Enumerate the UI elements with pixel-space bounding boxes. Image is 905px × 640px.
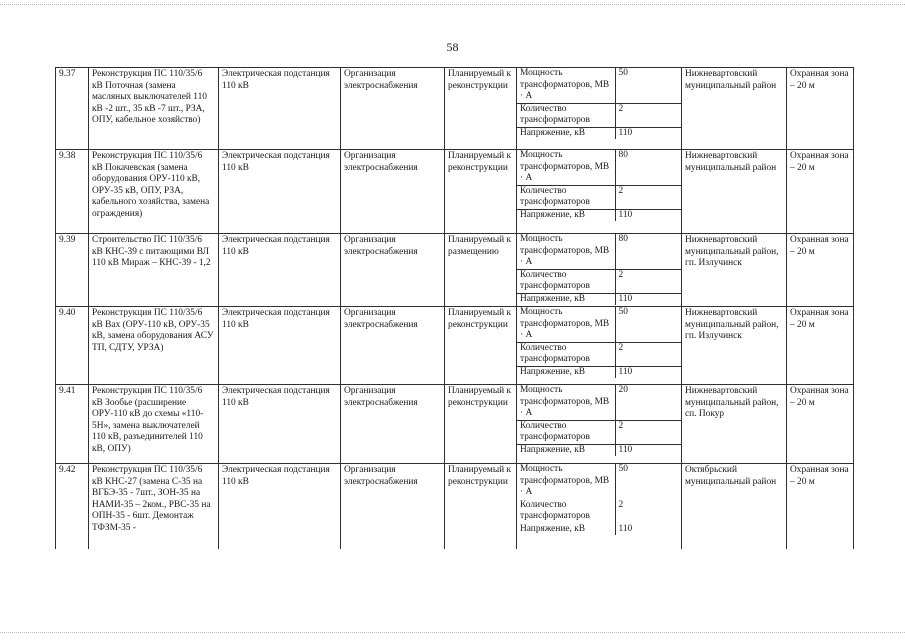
- object-zone: Охранная зона – 20 м: [787, 307, 854, 385]
- param-row: [517, 293, 682, 305]
- object-zone: Охранная зона – 20 м: [787, 464, 854, 549]
- object-location: Нижневартовский муниципальный район, гп. Излучинск: [682, 307, 787, 385]
- params-table: [517, 307, 682, 378]
- object-location: Октябрьский муниципальный район: [682, 464, 787, 549]
- table-row: [56, 68, 854, 150]
- object-status: Планируемый к размещению: [445, 234, 517, 307]
- param-row: [517, 385, 682, 420]
- param-value: 2: [615, 103, 682, 127]
- object-status: Планируемый к реконструкции: [445, 385, 517, 464]
- object-purpose: Организация электроснабжения: [341, 307, 445, 385]
- param-value: 80: [615, 234, 682, 269]
- param-value: 110: [615, 209, 682, 221]
- object-name: Строительство ПС 110/35/6 кВ КНС-39 с питающими ВЛ 110 кВ Мираж – КНС-39 - 1,2: [89, 234, 219, 307]
- param-label: Мощность трансформаторов, МВ · А: [517, 234, 615, 269]
- param-value: 80: [615, 150, 682, 185]
- page-number: 58: [446, 40, 459, 54]
- param-label: Напряжение, кВ: [517, 127, 615, 139]
- param-label: Количество трансформаторов: [517, 420, 615, 444]
- param-row: [517, 269, 682, 293]
- object-params: [517, 385, 682, 464]
- param-label: Напряжение, кВ: [517, 444, 615, 456]
- object-params: [517, 307, 682, 385]
- table-row: [56, 385, 854, 464]
- param-label: Количество трансформаторов: [517, 342, 615, 366]
- params-table: [517, 68, 682, 139]
- param-value: 50: [615, 68, 682, 103]
- param-label: Напряжение, кВ: [517, 209, 615, 221]
- object-status: Планируемый к реконструкции: [445, 307, 517, 385]
- param-value: 2: [615, 499, 682, 523]
- object-location: Нижневартовский муниципальный район, гп. Излучинск: [682, 234, 787, 307]
- params-table: [517, 464, 682, 535]
- object-purpose: Организация электроснабжения: [341, 150, 445, 234]
- object-status: Планируемый к реконструкции: [445, 68, 517, 150]
- object-status: Планируемый к реконструкции: [445, 150, 517, 234]
- param-row: [517, 185, 682, 209]
- object-type: Электрическая подстанция 110 кВ: [219, 234, 341, 307]
- object-type: Электрическая подстанция 110 кВ: [219, 464, 341, 549]
- object-zone: Охранная зона – 20 м: [787, 68, 854, 150]
- param-row: [517, 307, 682, 342]
- param-label: Мощность трансформаторов, МВ · А: [517, 307, 615, 342]
- param-row: [517, 444, 682, 456]
- object-status: Планируемый к реконструкции: [445, 464, 517, 549]
- object-purpose: Организация электроснабжения: [341, 68, 445, 150]
- object-purpose: Организация электроснабжения: [341, 385, 445, 464]
- object-zone: Охранная зона – 20 м: [787, 385, 854, 464]
- param-row: [517, 523, 682, 535]
- objects-table: [55, 67, 854, 549]
- param-label: Напряжение, кВ: [517, 523, 615, 535]
- param-value: 110: [615, 127, 682, 139]
- param-row: [517, 420, 682, 444]
- row-number: 9.42: [56, 464, 89, 549]
- object-name: Реконструкция ПС 110/35/6 кВ Вах (ОРУ-110 кВ, ОРУ-35 кВ, замена оборудования АСУ ТП, СДТУ, УРЗА): [89, 307, 219, 385]
- param-row: [517, 127, 682, 139]
- param-row: [517, 68, 682, 103]
- object-params: [517, 150, 682, 234]
- param-label: Мощность трансформаторов, МВ · А: [517, 150, 615, 185]
- object-name: Реконструкция ПС 110/35/6 кВ Зообье (расширение ОРУ-110 кВ до схемы «110-5Н», замена выключателей 110 кВ, разъединителей 110 кВ, ОПУ): [89, 385, 219, 464]
- param-label: Количество трансформаторов: [517, 103, 615, 127]
- table-row: [56, 150, 854, 234]
- param-value: 110: [615, 444, 682, 456]
- param-value: 2: [615, 269, 682, 293]
- object-location: Нижневартовский муниципальный район: [682, 68, 787, 150]
- row-number: 9.41: [56, 385, 89, 464]
- object-type: Электрическая подстанция 110 кВ: [219, 150, 341, 234]
- param-label: Количество трансформаторов: [517, 185, 615, 209]
- object-purpose: Организация электроснабжения: [341, 234, 445, 307]
- row-number: 9.40: [56, 307, 89, 385]
- param-value: 50: [615, 464, 682, 499]
- object-purpose: Организация электроснабжения: [341, 464, 445, 549]
- table-body: [56, 68, 854, 549]
- param-row: [517, 464, 682, 499]
- param-value: 50: [615, 307, 682, 342]
- params-table: [517, 150, 682, 221]
- param-label: Напряжение, кВ: [517, 293, 615, 305]
- object-name: Реконструкция ПС 110/35/6 кВ КНС-27 (замена С-35 на ВГБЭ-35 - 7шт., ЗОН-35 на НАМИ-35 – 2ком., РВС-35 на ОПН-35 - 6шт. Демонтаж ТФЗМ-35 -: [89, 464, 219, 549]
- param-label: Мощность трансформаторов, МВ · А: [517, 385, 615, 420]
- param-value: 110: [615, 523, 682, 535]
- params-table: [517, 234, 682, 305]
- param-row: [517, 103, 682, 127]
- param-row: [517, 366, 682, 378]
- row-number: 9.39: [56, 234, 89, 307]
- object-params: [517, 464, 682, 549]
- table-row: [56, 464, 854, 549]
- table-row: [56, 234, 854, 307]
- param-value: 2: [615, 342, 682, 366]
- object-params: [517, 234, 682, 307]
- param-value: 110: [615, 366, 682, 378]
- param-label: Напряжение, кВ: [517, 366, 615, 378]
- object-type: Электрическая подстанция 110 кВ: [219, 385, 341, 464]
- object-type: Электрическая подстанция 110 кВ: [219, 68, 341, 150]
- object-name: Реконструкция ПС 110/35/6 кВ Поточная (замена масляных выключателей 110 кВ -2 шт., 35 кВ -7 шт., РЗА, ОПУ, кабельное хозяйство): [89, 68, 219, 150]
- object-location: Нижневартовский муниципальный район: [682, 150, 787, 234]
- param-value: 2: [615, 420, 682, 444]
- param-row: [517, 342, 682, 366]
- param-row: [517, 234, 682, 269]
- object-params: [517, 68, 682, 150]
- param-label: Количество трансформаторов: [517, 499, 615, 523]
- object-zone: Охранная зона – 20 м: [787, 150, 854, 234]
- param-label: Количество трансформаторов: [517, 269, 615, 293]
- param-value: 2: [615, 185, 682, 209]
- object-location: Нижневартовский муниципальный район, сп. Покур: [682, 385, 787, 464]
- param-value: 110: [615, 293, 682, 305]
- scan-edge-top: [0, 4, 905, 5]
- params-table: [517, 385, 682, 456]
- object-zone: Охранная зона – 20 м: [787, 234, 854, 307]
- row-number: 9.38: [56, 150, 89, 234]
- param-row: [517, 150, 682, 185]
- param-value: 20: [615, 385, 682, 420]
- object-name: Реконструкция ПС 110/35/6 кВ Покачевская (замена оборудования ОРУ-110 кВ, ОРУ-35 кВ, ОПУ, РЗА, кабельного хозяйства, замена ограждения): [89, 150, 219, 234]
- row-number: 9.37: [56, 68, 89, 150]
- object-type: Электрическая подстанция 110 кВ: [219, 307, 341, 385]
- param-row: [517, 209, 682, 221]
- param-label: Мощность трансформаторов, МВ · А: [517, 68, 615, 103]
- table-row: [56, 307, 854, 385]
- scan-edge-bottom: [0, 632, 905, 633]
- param-row: [517, 499, 682, 523]
- param-label: Мощность трансформаторов, МВ · А: [517, 464, 615, 499]
